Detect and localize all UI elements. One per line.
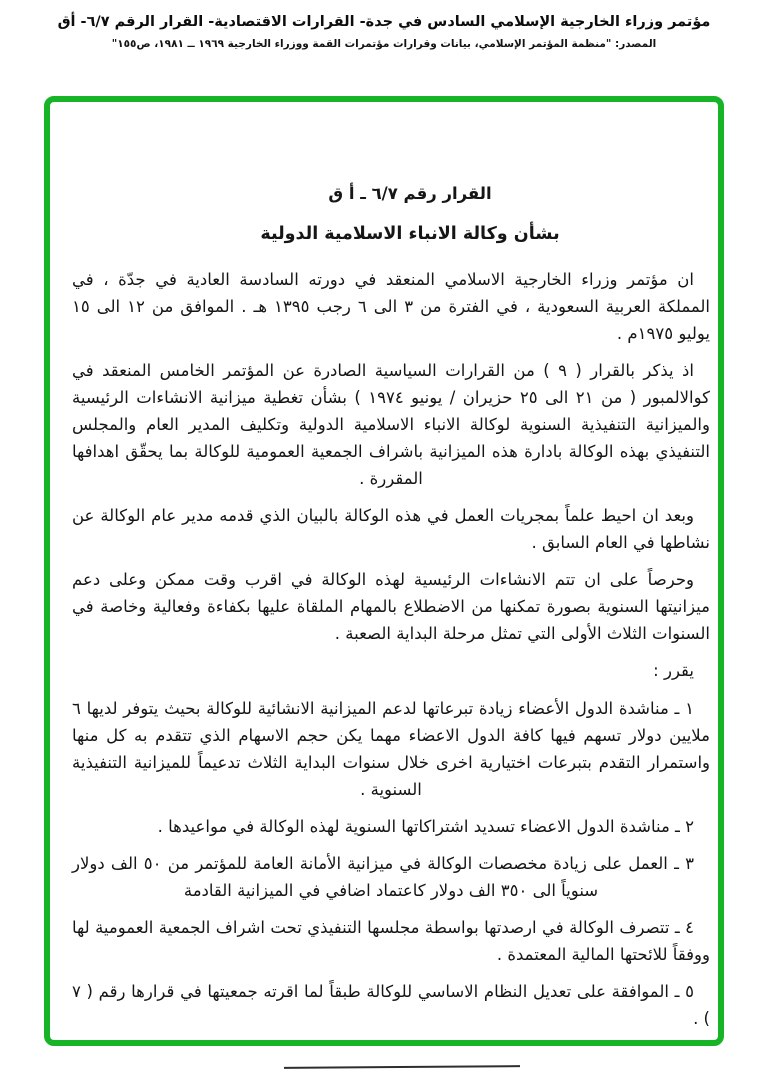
preamble-paragraph-4: وحرصاً على ان تتم الانشاءات الرئيسية لهذه الوكالة في اقرب وقت ممكن وعلى دعم ميزانيتها السنوية بصورة تمكنها من الاضطلاع بالمهام الملقاة عليها بكفاءة وفعالية وخاصة في السنوات الثلاث الأولى التي تمثل مرحلة البداية الصعبة . — [72, 570, 710, 643]
decision-subject-title: بشأن وكالة الانباء الاسلامية الدولية — [260, 224, 560, 244]
preamble-paragraph-2: اذ يذكر بالقرار ( ٩ ) من القرارات السياسية الصادرة عن المؤتمر الخامس المنعقد في كوالالمبور ( من ٢١ الى ٢٥ حزيران / يونيو ١٩٧٤ ) بشأن تغطية ميزانية الانشاءات الرئيسية والميزانية التنفيذية السنوية لوكالة الانباء الاسلامية الدولية وتكليف المدير العام والمجلس التنفيذي بهذه الوكالة بادارة هذه الميزانية باشراف الجمعية العمومية للوكالة بما يحقّق اهدافها المقررة . — [72, 361, 711, 488]
decision-item-5: ٥ ـ الموافقة على تعديل النظام الاساسي للوكالة طبقاً لما اقرته جمعيتها في قرارها رقم ( ٧ ) . — [72, 982, 710, 1028]
decides-label: يقرر : — [653, 661, 694, 680]
document-header — [0, 14, 768, 50]
preamble-paragraph-1: ان مؤتمر وزراء الخارجية الاسلامي المنعقد في دورته السادسة العادية في جدّة ، في المملكة العربية السعودية ، في الفترة من ٣ الى ٦ رجب ١٣٩٥ هـ . الموافق من ١٢ الى ١٥ يوليو ١٩٧٥م . — [72, 270, 711, 343]
preamble-paragraph-3: وبعد ان احيط علماً بمجريات العمل في هذه الوكالة بالبيان الذي قدمه مدير عام الوكالة عن نشاطها في العام السابق . — [72, 506, 710, 552]
header-source-line: المصدر: "منظمة المؤتمر الإسلامي، بيانات وقرارات مؤتمرات القمة ووزراء الخارجية ١٩٦٩ ــ ١٩٨١، ص١٥٥" — [111, 38, 657, 50]
footer-rule — [284, 1065, 520, 1069]
decision-item-2: ٢ ـ مناشدة الدول الاعضاء تسديد اشتراكاتها السنوية لهذه الوكالة في مواعيدها . — [157, 817, 694, 836]
scanned-page-frame — [44, 96, 724, 1046]
decision-item-3: ٣ ـ العمل على زيادة مخصصات الوكالة في ميزانية الأمانة العامة للمؤتمر من ٥٠ الف دولار سنوياً الى ٣٥٠ الف دولار كاعتماد اضافي في الميزانية القادمة — [72, 854, 694, 900]
decision-number-title: القرار رقم ٦/٧ ـ أ ق — [328, 184, 492, 203]
decision-item-1: ١ ـ مناشدة الدول الأعضاء زيادة تبرعاتها لدعم الميزانية الانشائية للوكالة بحيث يتوفر لديها ٦ ملايين دولار تسهم فيها كافة الدول الاعضاء مهما يكن حجم الاسهام الذي تتقدم به كل منها واستمرار التقدم بتبرعات اختيارية اخرى خلال سنوات البداية الثلاث تدعيماً للميزانية التنفيذية السنوية . — [72, 699, 710, 799]
decision-item-4: ٤ ـ تتصرف الوكالة في ارصدتها بواسطة مجلسها التنفيذي تحت اشراف الجمعية العمومية لها ووفقاً للائحتها المالية المعتمدة . — [72, 918, 710, 964]
header-title: مؤتمر وزراء الخارجية الإسلامي السادس في جدة- القرارات الاقتصادية- القرار الرقم ٦/٧- أق — [57, 14, 711, 30]
scanned-page-content — [50, 102, 718, 1068]
